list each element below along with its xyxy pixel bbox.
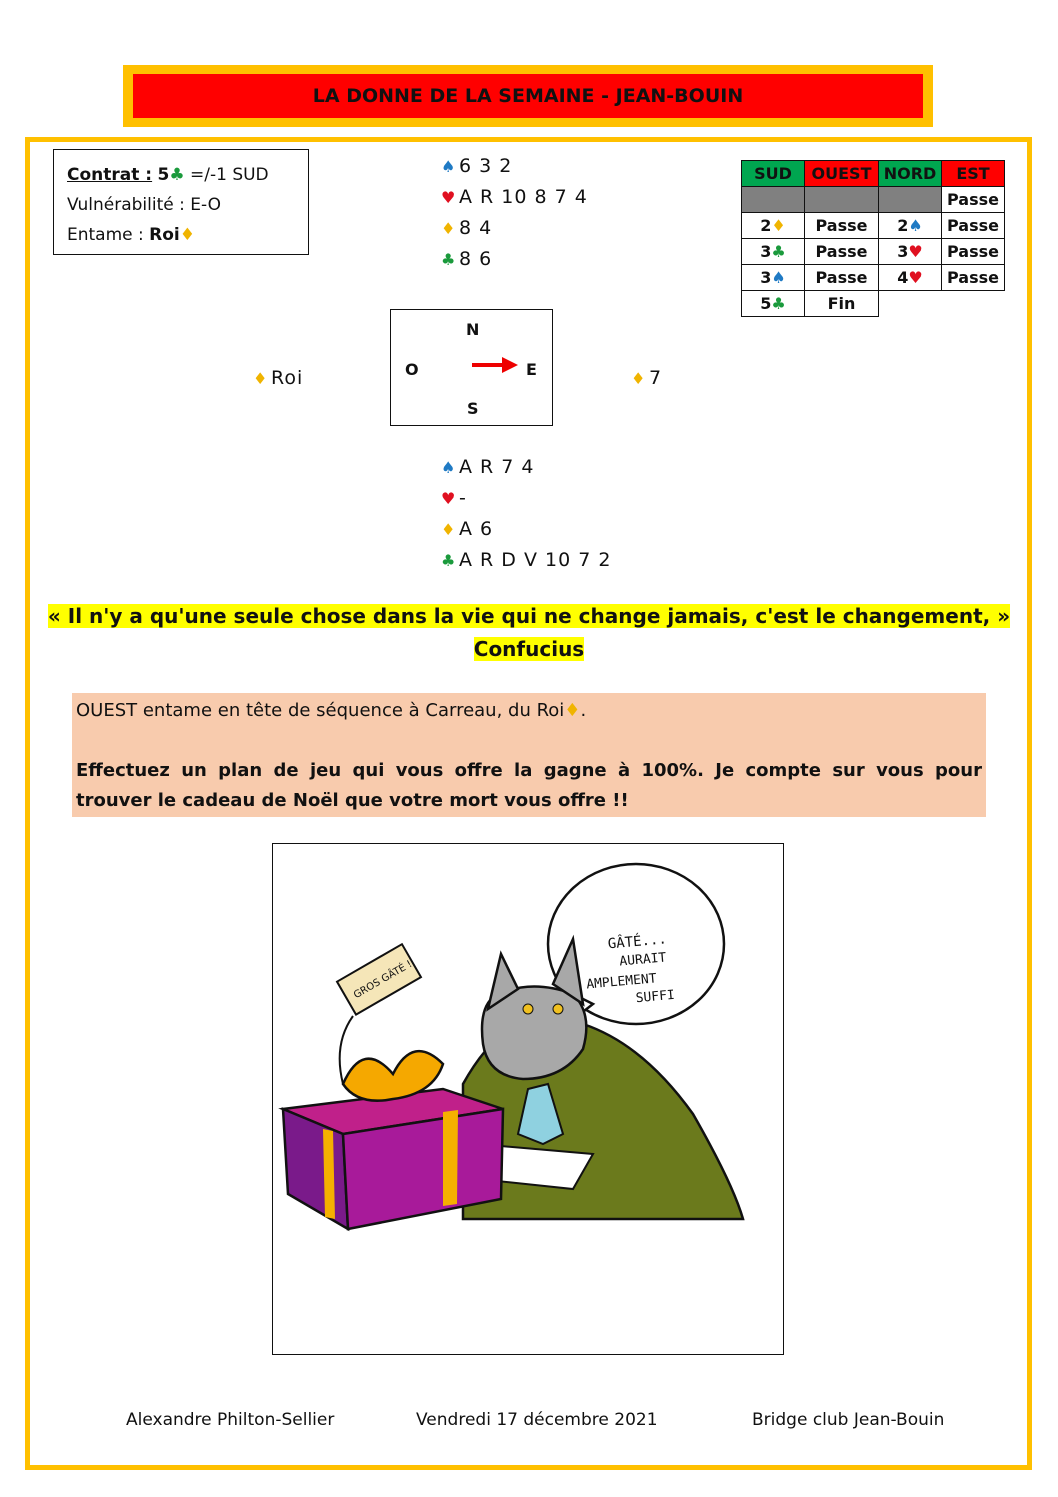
contract-result: =/-1 SUD: [190, 165, 269, 185]
bid-cell: [742, 265, 805, 291]
bid-cell-empty: [879, 291, 942, 317]
arrow-right-icon: [472, 356, 518, 374]
bidding-table: [741, 160, 1005, 317]
description-line1-end: .: [580, 700, 587, 721]
bid-cell: Passe: [805, 213, 879, 239]
diamond-icon: ♦: [564, 700, 581, 721]
spade-icon: ♠: [441, 458, 457, 477]
bid-cell: [742, 291, 805, 317]
bid-cell: Passe: [805, 239, 879, 265]
quote-author-line: [0, 637, 1058, 661]
bubble-line-1: GÂTÉ...: [607, 931, 668, 953]
south-diamonds: A 6: [459, 518, 494, 540]
bid-cell: [742, 213, 805, 239]
compass-north: N: [466, 320, 480, 339]
cartoon-illustration: [273, 844, 782, 1353]
contract-box: [53, 149, 309, 255]
header-ouest: OUEST: [805, 161, 879, 187]
west-diamonds: Roi: [271, 367, 304, 389]
bid-level: 2: [897, 216, 909, 235]
diamond-icon: ♦: [179, 225, 196, 245]
cartoon-frame: [272, 843, 784, 1355]
north-hearts: A R 10 8 7 4: [459, 186, 588, 208]
bid-level: 4: [897, 268, 909, 287]
quote-text: « Il n'y a qu'une seule chose dans la vie qui ne change jamais, c'est le changement, »: [47, 604, 1011, 628]
bid-cell: [742, 187, 805, 213]
compass-west: O: [405, 360, 419, 379]
club-icon: ♣: [441, 551, 457, 570]
bid-cell: Passe: [942, 265, 1005, 291]
footer-date: Vendredi 17 décembre 2021: [416, 1410, 658, 1430]
header-est: EST: [942, 161, 1005, 187]
bid-cell-empty: [942, 291, 1005, 317]
bid-level: 3: [760, 242, 772, 261]
bid-cell: [879, 265, 942, 291]
title-banner: [123, 65, 933, 127]
south-clubs: A R D V 10 7 2: [459, 549, 612, 571]
description-box: [72, 693, 986, 817]
bid-level: 5: [760, 294, 772, 313]
diamond-icon: ♦: [441, 219, 457, 238]
diamond-icon: ♦: [631, 369, 647, 388]
club-icon: ♣: [771, 242, 786, 261]
bid-cell: [879, 187, 942, 213]
lead-value: Roi: [149, 225, 180, 245]
spade-icon: ♠: [771, 268, 786, 287]
header-sud: SUD: [742, 161, 805, 187]
quote-author: Confucius: [473, 637, 585, 661]
tag-text: GROS GÂTÉ !: [351, 958, 415, 1002]
contract-level: 5: [157, 165, 170, 185]
bid-cell: Passe: [942, 239, 1005, 265]
bid-cell: [879, 213, 942, 239]
heart-icon: ♥: [441, 188, 457, 207]
bid-cell: Passe: [942, 213, 1005, 239]
north-hand: [441, 151, 588, 275]
lead-label: Entame :: [67, 225, 144, 245]
page-title: LA DONNE DE LA SEMAINE - JEAN-BOUIN: [133, 74, 923, 118]
diamond-icon: ♦: [441, 520, 457, 539]
north-clubs: 8 6: [459, 248, 493, 270]
bid-cell: Passe: [805, 265, 879, 291]
bid-cell: [805, 187, 879, 213]
diamond-icon: ♦: [253, 369, 269, 388]
vulnerability: Vulnérabilité : E-O: [67, 195, 221, 215]
club-icon: ♣: [441, 250, 457, 269]
spade-icon: ♠: [441, 157, 457, 176]
bid-level: 3: [760, 268, 772, 287]
bid-cell: Passe: [942, 187, 1005, 213]
bid-cell: [742, 239, 805, 265]
bid-cell: [879, 239, 942, 265]
description-line1: OUEST entame en tête de séquence à Carreau, du Roi: [76, 700, 565, 721]
east-hand: [631, 363, 662, 394]
heart-icon: ♥: [441, 489, 457, 508]
header-nord: NORD: [879, 161, 942, 187]
bid-cell: Fin: [805, 291, 879, 317]
south-hand: [441, 452, 611, 576]
footer-club: Bridge club Jean-Bouin: [752, 1410, 945, 1430]
heart-icon: ♥: [908, 242, 923, 261]
south-hearts: -: [459, 487, 467, 509]
diamond-icon: ♦: [771, 216, 786, 235]
contract-label: Contrat :: [67, 165, 153, 185]
east-diamonds: 7: [649, 367, 663, 389]
heart-icon: ♥: [908, 268, 923, 287]
club-icon: ♣: [169, 165, 185, 185]
bid-level: 2: [760, 216, 772, 235]
north-diamonds: 8 4: [459, 217, 493, 239]
bubble-line-3: AMPLEMENT: [585, 971, 658, 993]
footer-author: Alexandre Philton-Sellier: [126, 1410, 335, 1430]
bubble-line-4: SUFFI: [635, 987, 676, 1007]
north-spades: 6 3 2: [459, 155, 513, 177]
bubble-line-2: AURAIT: [618, 950, 667, 970]
south-spades: A R 7 4: [459, 456, 535, 478]
west-hand: [253, 363, 303, 394]
compass-south: S: [467, 399, 479, 418]
compass-east: E: [526, 360, 537, 379]
bid-level: 3: [897, 242, 909, 261]
description-line2: Effectuez un plan de jeu qui vous offre la gagne à 100%. Je compte sur vous pour trouver le cadeau de Noël que votre mort vous offre !!: [76, 760, 982, 811]
quote: [0, 604, 1058, 628]
club-icon: ♣: [771, 294, 786, 313]
spade-icon: ♠: [908, 216, 923, 235]
